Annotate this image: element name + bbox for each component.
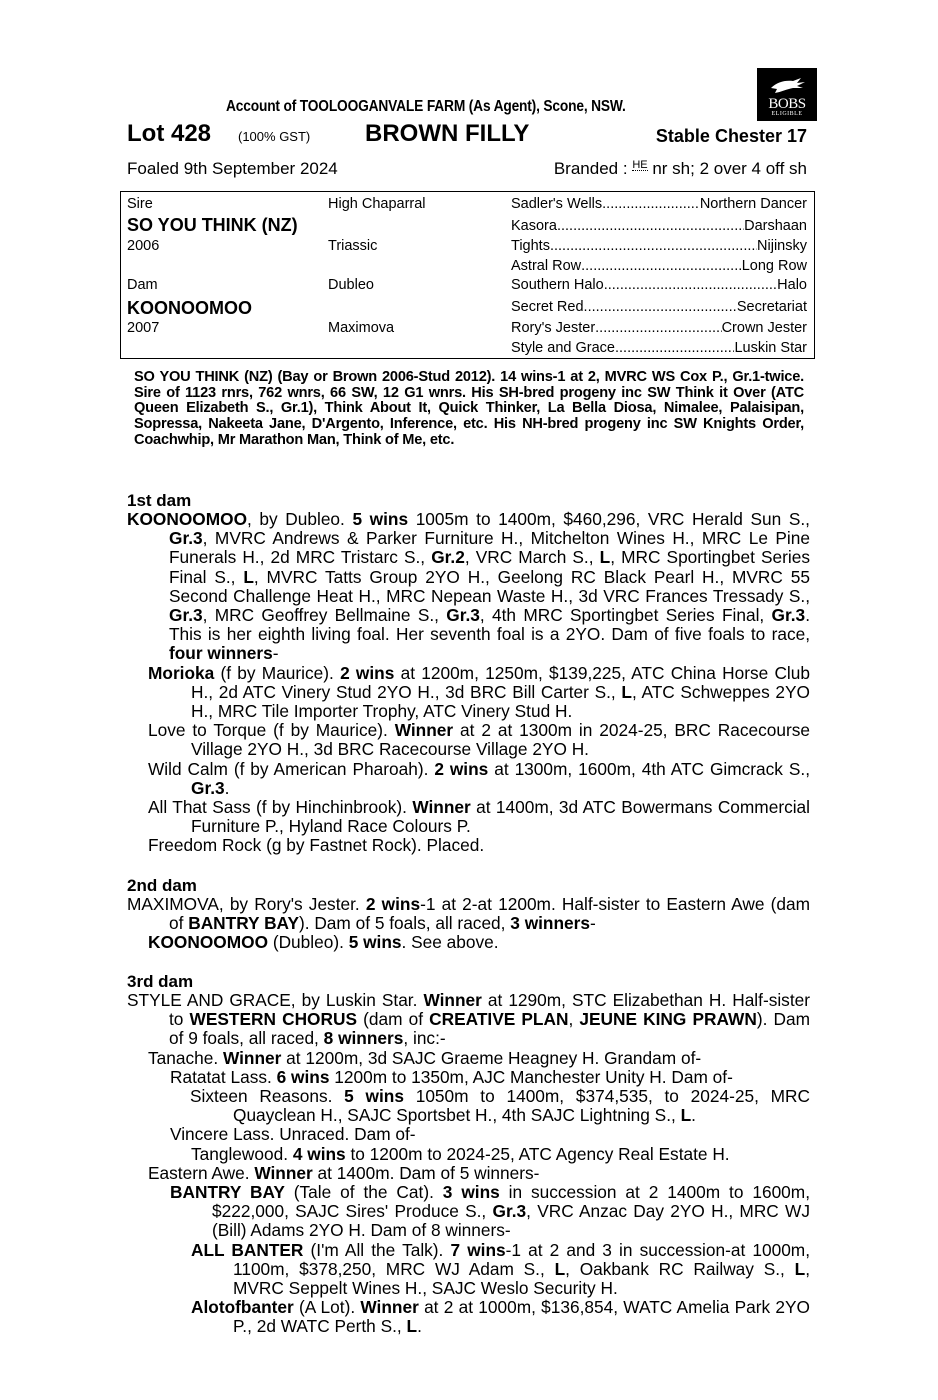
progeny-entry: Love to Torque (f by Maurice). Winner at 2 at 1300m in 2024-25, BRC Racecourse Village 2YO H., 3d BRC Racecourse Village 2YO H.: [148, 720, 810, 760]
second-dam-heading: 2nd dam: [127, 876, 197, 895]
dot-leader: [581, 258, 742, 274]
dot-leader: [602, 196, 700, 212]
grandparent-row: [511, 218, 807, 234]
grandparent-row: [511, 299, 807, 315]
sire-sire: High Chaparral: [328, 196, 426, 212]
grandsire: Sadler's Wells: [511, 196, 603, 212]
progeny-entry: ALL BANTER (I'm All the Talk). 7 wins-1 at 2 and 3 in succession-at 1000m, 1100m, $378,250, MRC WJ Adam S., L, Oakbank RC Railway S., L, MVRC Seppelt Wines H., SAJC Weslo Security H.: [191, 1239, 810, 1299]
great-grandsire: Crown Jester: [721, 320, 807, 336]
progeny-entry: Tanglewood. 4 wins to 1200m to 2024-25, ATC Agency Real Estate H.: [191, 1143, 730, 1164]
dot-leader: [557, 218, 744, 234]
grandsire: Southern Halo: [511, 277, 604, 293]
sire-label: Sire: [127, 196, 153, 212]
vendor-account: Account of TOOLOOGANVALE FARM (As Agent), Scone, NSW.: [226, 98, 626, 115]
sire-name: SO YOU THINK (NZ): [127, 215, 298, 235]
second-dam-section: [127, 876, 810, 953]
granddam: Style and Grace: [511, 340, 615, 356]
branded-label: Branded :: [553, 159, 628, 178]
granddam: Secret Red: [511, 299, 584, 315]
dot-leader: [584, 299, 737, 315]
dot-leader: [615, 340, 734, 356]
great-grandsire: Long Row: [741, 258, 807, 274]
grandparent-row: [511, 196, 807, 212]
second-dam-record: MAXIMOVA, by Rory's Jester. 2 wins-1 at 2-at 1200m. Half-sister to Eastern Awe (dam of BANTRY BAY). Dam of 5 foals, all raced, 3 winners-: [127, 894, 811, 934]
logo-subtext: ELIGIBLE: [771, 111, 803, 117]
third-dam-section: [127, 972, 810, 1337]
progeny-entry: Wild Calm (f by American Pharoah). 2 wins at 1300m, 1600m, 4th ATC Gimcrack S., Gr.3.: [148, 758, 810, 798]
third-dam-record: STYLE AND GRACE, by Luskin Star. Winner at 1290m, STC Elizabethan H. Half-sister to WESTERN CHORUS (dam of CREATIVE PLAN, JEUNE KING PRAWN). Dam of 9 foals, all raced, 8 winners, inc:-: [127, 990, 810, 1049]
first-dam-heading: 1st dam: [127, 491, 192, 510]
dam-name: KOONOOMOO: [127, 298, 252, 318]
great-grandsire: Secretariat: [736, 299, 807, 315]
grandsire: Rory's Jester: [511, 320, 596, 336]
progeny-entry: KOONOOMOO (Dubleo). 5 wins. See above.: [148, 932, 499, 953]
progeny-entry: Ratatat Lass. 6 wins 1200m to 1350m, AJC Manchester Unity H. Dam of-: [170, 1066, 733, 1087]
great-grandsire: Luskin Star: [734, 340, 807, 356]
progeny-entry: Tanache. Winner at 1200m, 3d SAJC Graeme Heagney H. Grandam of-: [148, 1047, 702, 1068]
progeny-entry: Alotofbanter (A Lot). Winner at 2 at 1000m, $136,854, WATC Amelia Park 2YO P., 2d WATC Perth S., L.: [191, 1297, 810, 1337]
horse-head-icon: [767, 74, 807, 96]
gst-note: (100% GST): [238, 129, 311, 144]
grandparent-row: [511, 258, 807, 274]
grandparent-row: [511, 340, 807, 356]
foaled-date: Foaled 9th September 2024: [127, 159, 338, 178]
first-dam-record: KOONOOMOO, by Dubleo. 5 wins 1005m to 1400m, $460,296, VRC Herald Sun S., Gr.3, MVRC Andrews & Parker Furniture H., Mitchelton Wines H., MRC Le Pine Funerals H., 2d MRC Tristarc S., Gr.2, VRC March S., L, MRC Sportingbet Series Final S., L, MVRC Tatts Group 2YO H., Geelong RC Black Pearl H., MVRC 55 Second Challenge Heat H., MRC Nepean Waste H., 3d VRC Frances Tressady S., Gr.3, MRC Geoffrey Bellmaine S., Gr.3, 4th MRC Sportingbet Series Final, Gr.3. This is her eighth living foal. Her seventh foal is a 2YO. Dam of five foals to race, four winners-: [127, 509, 810, 664]
dam-name: KOONOOMOO: [127, 509, 248, 529]
pedigree-table: [120, 191, 815, 359]
granddam: Kasora: [511, 218, 557, 234]
logo-text: BOBS: [768, 96, 806, 112]
progeny-entry: Sixteen Reasons. 5 wins 1050m to 1400m, $374,535, to 2024-25, MRC Quayclean H., SAJC Sportsbet H., 4th SAJC Lightning S., L.: [190, 1086, 811, 1126]
branded-info: [554, 159, 807, 179]
grandparent-row: [511, 238, 807, 254]
sire-year: 2006: [127, 238, 160, 254]
lot-number: Lot 428: [127, 120, 212, 147]
grandsire: Tights: [511, 238, 550, 254]
first-dam-section: [127, 491, 810, 856]
dam-year: 2007: [127, 320, 160, 336]
dot-leader: [604, 277, 777, 293]
brand-mark: HE: [632, 159, 648, 171]
horse-description: BROWN FILLY: [365, 120, 530, 147]
dam-sire: Dubleo: [328, 277, 374, 293]
great-grandsire: Northern Dancer: [699, 196, 807, 212]
great-grandsire: Halo: [777, 277, 807, 293]
progeny-entry: Morioka (f by Maurice). 2 wins at 1200m, 1250m, $139,225, ATC China Horse Club H., 2d ATC Vinery Stud 2YO H., 3d BRC Bill Carter S., L, ATC Schweppes 2YO H., MRC Tile Importer Trophy, ATC Vinery Stud H.: [148, 662, 810, 722]
dot-leader: [550, 238, 757, 254]
granddam: Astral Row: [511, 258, 582, 274]
great-grandsire: Nijinsky: [757, 238, 807, 254]
lot-line: [127, 120, 810, 150]
dot-leader: [595, 320, 721, 336]
progeny-entry: Eastern Awe. Winner at 1400m. Dam of 5 winners-: [148, 1162, 540, 1183]
stable-location: Stable Chester 17: [655, 126, 807, 146]
grandparent-row: [511, 320, 807, 336]
progeny-entry: Freedom Rock (g by Fastnet Rock). Placed.: [148, 835, 485, 856]
dam-label: Dam: [127, 277, 158, 293]
dam-dam: Maximova: [328, 320, 395, 336]
bobs-eligible-logo: [757, 68, 817, 121]
sire-dam: Triassic: [328, 238, 378, 254]
sire-summary: SO YOU THINK (NZ) (Bay or Brown 2006-Stud 2012). 14 wins-1 at 2, MVRC WS Cox P., Gr.1-twice. Sire of 1123 rnrs, 762 wnrs, 66 SW, 12 G1 wnrs. His SH-bred progeny inc SW Think it Over (ATC Queen Elizabeth S., Gr.1), Think About It, Quick Thinker, La Bella Diosa, Nimalee, Palaisipan, Sopressa, Nakeeta Jane, D'Argento, Inference, etc. His NH-bred progeny inc SW Knights Order, Coachwhip, Mr Marathon Man, Think of Me, etc.: [134, 369, 804, 448]
branded-details: nr sh; 2 over 4 off sh: [652, 159, 807, 178]
grandparent-row: [511, 277, 807, 293]
progeny-entry: All That Sass (f by Hinchinbrook). Winner at 1400m, 3d ATC Bowermans Commercial Furniture P., Hyland Race Colours P.: [148, 797, 810, 837]
third-dam-heading: 3rd dam: [127, 972, 194, 991]
great-grandsire: Darshaan: [744, 218, 807, 234]
progeny-entry: Vincere Lass. Unraced. Dam of-: [170, 1124, 416, 1145]
progeny-entry: BANTRY BAY (Tale of the Cat). 3 wins in succession at 2 1400m to 1600m, $222,000, SAJC Sires' Produce S., Gr.3, VRC Anzac Day 2YO H., MRC WJ (Bill) Adams 2YO H. Dam of 8 winners-: [170, 1182, 810, 1241]
